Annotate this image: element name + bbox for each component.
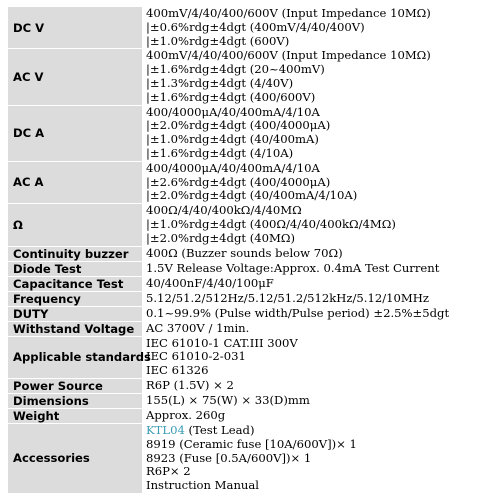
accessory-test-lead	[146, 424, 494, 438]
spec-value-line: |±2.0%rdg±4dgt (40MΩ)	[146, 231, 296, 245]
spec-value-line: 400mV/4/40/400/600V (Input Impedance 10MΩ)	[146, 7, 431, 20]
spec-label: Ω	[8, 204, 142, 246]
spec-value-line: 400mV/4/40/400/600V (Input Impedance 10MΩ)	[146, 49, 431, 63]
spec-value	[142, 378, 494, 393]
spec-value	[142, 246, 494, 261]
spec-value-line: 0.1~99.9% (Pulse width/Pulse period) ±2.5%±5dgt	[146, 306, 450, 320]
spec-value	[142, 276, 494, 291]
spec-row-dc-v	[8, 7, 494, 49]
spec-value-line: |±2.0%rdg±4dgt (400/4000μA)	[146, 119, 331, 133]
spec-value-line: |±0.6%rdg±4dgt (400mV/4/40/400V)	[146, 20, 365, 34]
spec-value-line: 400/4000μA/40/400mA/4/10A	[146, 105, 320, 119]
spec-value	[142, 105, 494, 161]
spec-value-line: IEC 61010-2-031	[146, 350, 246, 364]
spec-row-power-source	[8, 378, 494, 393]
accessory-item: 8919 (Ceramic fuse [10A/600V])× 1	[146, 437, 357, 451]
spec-value-line: 5.12/51.2/512Hz/5.12/51.2/512kHz/5.12/10MHz	[146, 291, 429, 305]
spec-row-ac-v	[8, 49, 494, 105]
spec-value	[142, 336, 494, 378]
spec-row-capacitance-test	[8, 276, 494, 291]
spec-value	[142, 7, 494, 49]
spec-value-line: |±1.6%rdg±4dgt (20~400mV)	[146, 63, 325, 77]
spec-row-frequency	[8, 291, 494, 306]
spec-label: Capacitance Test	[8, 276, 142, 291]
ktl04-link[interactable]: KTL04	[146, 423, 185, 437]
spec-value-line: |±1.6%rdg±4dgt (400/600V)	[146, 90, 316, 104]
spec-value-line: |±1.0%rdg±4dgt (40/400mA)	[146, 133, 319, 147]
spec-value-line: Approx. 260g	[146, 409, 226, 423]
spec-row-withstand-voltage	[8, 321, 494, 336]
spec-value-line: 400/4000μA/40/400mA/4/10A	[146, 161, 320, 175]
spec-label: Frequency	[8, 291, 142, 306]
spec-value-line: |±2.6%rdg±4dgt (400/4000μA)	[146, 175, 331, 189]
spec-value	[142, 393, 494, 408]
spec-label: Weight	[8, 408, 142, 423]
spec-value-line: 400Ω (Buzzer sounds below 70Ω)	[146, 246, 343, 260]
spec-value-line: |±1.0%rdg±4dgt (600V)	[146, 34, 290, 48]
spec-value-line: 155(L) × 75(W) × 33(D)mm	[146, 394, 310, 408]
spec-row-accessories	[8, 423, 494, 493]
spec-value	[142, 49, 494, 105]
ktl04-description: (Test Lead)	[184, 423, 255, 437]
spec-row-applicable-standards	[8, 336, 494, 378]
spec-value-line: IEC 61326	[146, 364, 209, 378]
spec-value-line: |±1.6%rdg±4dgt (4/10A)	[146, 146, 294, 160]
spec-value-line: IEC 61010-1 CAT.III 300V	[146, 336, 298, 350]
spec-label: Dimensions	[8, 393, 142, 408]
spec-value-line: 400Ω/4/40/400kΩ/4/40MΩ	[146, 204, 302, 218]
spec-value	[142, 161, 494, 203]
spec-value-line: AC 3700V / 1min.	[146, 321, 250, 335]
spec-value	[142, 321, 494, 336]
spec-row-ohm	[8, 204, 494, 246]
spec-label: DUTY	[8, 306, 142, 321]
spec-label: Diode Test	[8, 261, 142, 276]
spec-row-duty	[8, 306, 494, 321]
spec-label: Accessories	[8, 423, 142, 493]
specifications-table	[8, 7, 494, 494]
specifications-body	[8, 7, 494, 493]
spec-value	[142, 261, 494, 276]
spec-row-dc-a	[8, 105, 494, 161]
spec-row-weight	[8, 408, 494, 423]
spec-row-diode-test	[8, 261, 494, 276]
spec-row-dimensions	[8, 393, 494, 408]
spec-value	[142, 204, 494, 246]
accessory-item: R6P× 2	[146, 465, 191, 479]
spec-label: DC V	[8, 7, 142, 49]
spec-label: Continuity buzzer	[8, 246, 142, 261]
spec-value	[142, 408, 494, 423]
spec-label: AC V	[8, 49, 142, 105]
spec-value-line: |±1.0%rdg±4dgt (400Ω/4/40/400kΩ/4MΩ)	[146, 217, 396, 231]
spec-label: AC A	[8, 161, 142, 203]
spec-value-line: |±2.0%rdg±4dgt (40/400mA/4/10A)	[146, 189, 358, 203]
spec-label: Power Source	[8, 378, 142, 393]
spec-label: Withstand Voltage	[8, 321, 142, 336]
spec-value-line: 40/400nF/4/40/100μF	[146, 276, 274, 290]
spec-row-ac-a	[8, 161, 494, 203]
spec-value-line: 1.5V Release Voltage:Approx. 0.4mA Test Current	[146, 261, 440, 275]
spec-value	[142, 291, 494, 306]
spec-value	[142, 423, 494, 493]
accessory-item: 8923 (Fuse [0.5A/600V])× 1	[146, 451, 312, 465]
spec-row-continuity-buzzer	[8, 246, 494, 261]
spec-label: DC A	[8, 105, 142, 161]
spec-value-line: R6P (1.5V) × 2	[146, 379, 234, 393]
spec-value	[142, 306, 494, 321]
spec-label: Applicable standards	[8, 336, 142, 378]
accessory-item: Instruction Manual	[146, 479, 259, 493]
spec-value-line: |±1.3%rdg±4dgt (4/40V)	[146, 76, 294, 90]
